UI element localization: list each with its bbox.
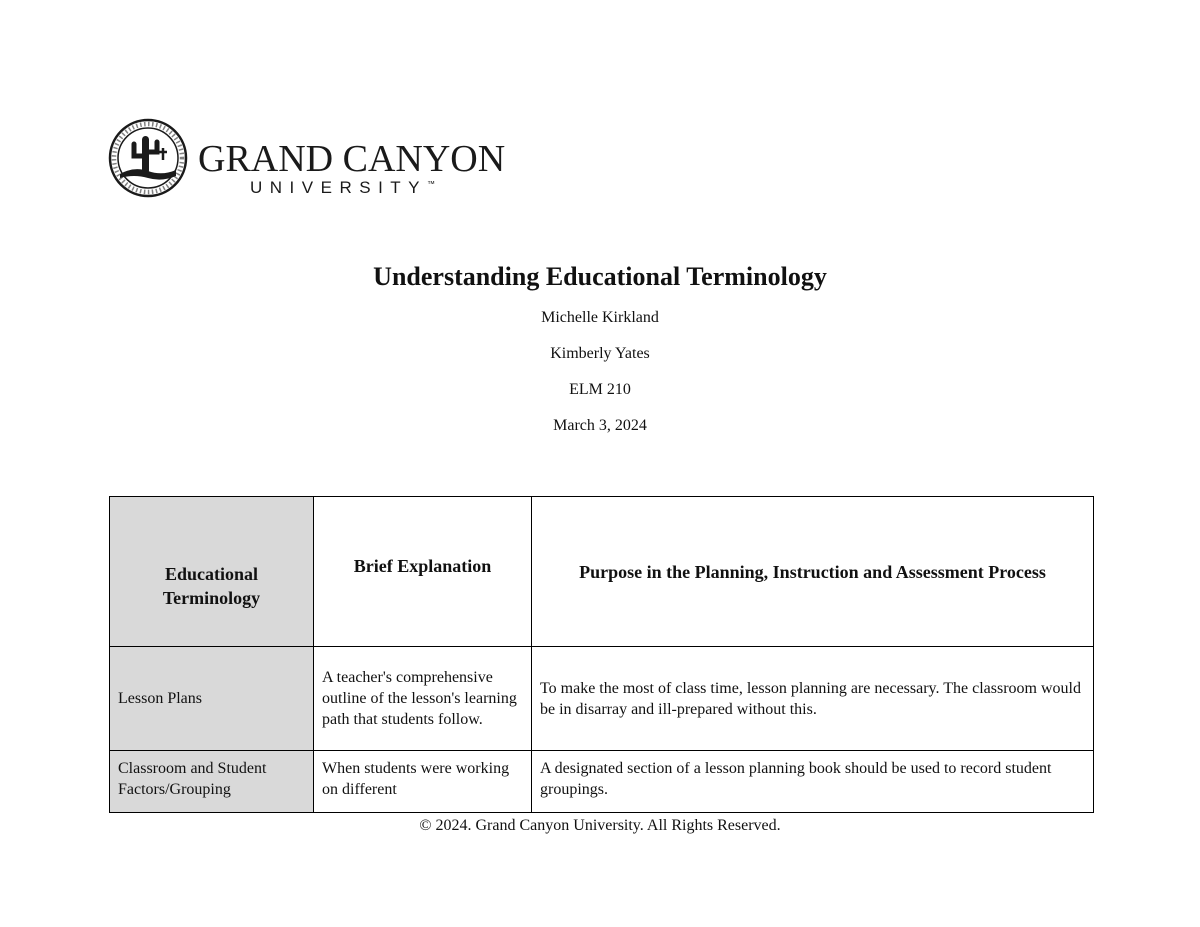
table-row xyxy=(110,647,1094,751)
row-explanation: When students were working on different xyxy=(314,751,532,813)
terminology-table xyxy=(109,496,1094,813)
author-name: Michelle Kirkland xyxy=(541,309,659,326)
logo-name: GRAND CANYON xyxy=(198,138,506,180)
row-term: Lesson Plans xyxy=(110,647,314,751)
header-terminology: Educational Terminology xyxy=(110,497,314,647)
document-title: Understanding Educational Terminology xyxy=(373,262,827,291)
table-row xyxy=(110,751,1094,813)
copyright-footer: © 2024. Grand Canyon University. All Rights Reserved. xyxy=(419,817,781,834)
row-purpose: A designated section of a lesson planning book should be used to record student groupings. xyxy=(532,751,1094,813)
row-explanation: A teacher's comprehensive outline of the lesson's learning path that students follow. xyxy=(314,647,532,751)
header-purpose: Purpose in the Planning, Instruction and Assessment Process xyxy=(532,497,1094,647)
document-date: March 3, 2024 xyxy=(553,417,647,434)
header-explanation: Brief Explanation xyxy=(314,497,532,647)
university-logo xyxy=(108,116,506,202)
instructor-name: Kimberly Yates xyxy=(550,345,650,362)
logo-subtitle: UNIVERSITY™ xyxy=(250,178,436,197)
university-seal-icon xyxy=(108,116,192,202)
row-purpose: To make the most of class time, lesson planning are necessary. The classroom would be in disarray and ill-prepared without this. xyxy=(532,647,1094,751)
table-header-row xyxy=(110,497,1094,647)
course-code: ELM 210 xyxy=(569,381,631,398)
row-term: Classroom and Student Factors/Grouping xyxy=(110,751,314,813)
